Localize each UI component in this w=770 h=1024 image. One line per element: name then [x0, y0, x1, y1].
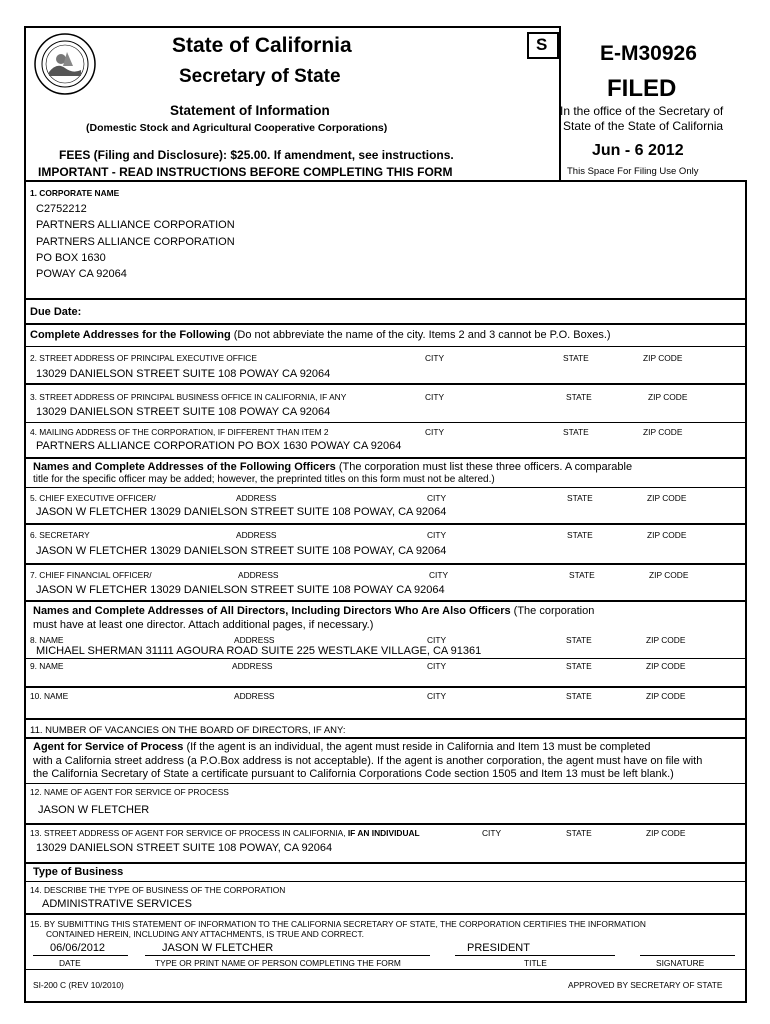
item7-state-col: STATE: [569, 570, 595, 580]
item8-label: 8. NAME: [30, 635, 64, 645]
item9-zip-col: ZIP CODE: [646, 661, 686, 671]
item4-value: PARTNERS ALLIANCE CORPORATION PO BOX 1630 POWAY CA 92064: [36, 440, 402, 452]
item7-zip-col: ZIP CODE: [649, 570, 689, 580]
item4-city-col: CITY: [425, 427, 445, 437]
filing-office-line2: State of the State of California: [563, 119, 724, 133]
addresses-heading-bold: Complete Addresses for the Following: [30, 329, 231, 341]
corporate-line-0: C2752212: [36, 203, 87, 215]
item10-address-col: ADDRESS: [234, 691, 275, 701]
officers-heading-rest: (The corporation must list these three officers. A comparable: [335, 461, 633, 473]
item5-city-col: CITY: [427, 493, 447, 503]
item9-city-col: CITY: [427, 661, 447, 671]
officers-heading-line2: title for the specific officer may be added; however, the preprinted titles on this form must not be altered.): [33, 474, 495, 485]
item2-value: 13029 DANIELSON STREET SUITE 108 POWAY CA 92064: [36, 368, 331, 380]
item6-zip-col: ZIP CODE: [647, 530, 687, 540]
seal-icon: [33, 32, 97, 96]
item5-value: JASON W FLETCHER 13029 DANIELSON STREET SUITE 108 POWAY, CA 92064: [36, 506, 447, 518]
addresses-heading: [30, 329, 611, 341]
item5-zip-col: ZIP CODE: [647, 493, 687, 503]
item5-state-col: STATE: [567, 493, 593, 503]
signature-label: SIGNATURE: [656, 958, 705, 968]
important-notice: IMPORTANT - READ INSTRUCTIONS BEFORE COMPLETING THIS FORM: [38, 165, 453, 179]
officers-heading: [33, 461, 632, 473]
item12-label: 12. NAME OF AGENT FOR SERVICE OF PROCESS: [30, 787, 229, 797]
item3-state-col: STATE: [566, 392, 592, 402]
item7-address-col: ADDRESS: [238, 570, 279, 580]
agent-heading: [33, 741, 651, 753]
certification-line1: 15. BY SUBMITTING THIS STATEMENT OF INFORMATION TO THE CALIFORNIA SECRETARY OF STATE, THE CORPORATION CERTIFIES THE INFORMATION: [30, 919, 646, 929]
item2-state-col: STATE: [563, 353, 589, 363]
corporate-line-1: PARTNERS ALLIANCE CORPORATION: [36, 219, 235, 231]
state-seal: [33, 32, 97, 96]
item5-label: 5. CHIEF EXECUTIVE OFFICER/: [30, 493, 156, 503]
approved-note: APPROVED BY SECRETARY OF STATE: [568, 980, 723, 990]
item12-value: JASON W FLETCHER: [38, 804, 150, 816]
item3-city-col: CITY: [425, 392, 445, 402]
item6-label: 6. SECRETARY: [30, 530, 90, 540]
item14-value: ADMINISTRATIVE SERVICES: [42, 898, 192, 910]
certification-line2: CONTAINED HEREIN, INCLUDING ANY ATTACHMENTS, IS TRUE AND CORRECT.: [46, 929, 364, 939]
item13-state-col: STATE: [566, 828, 592, 838]
agent-heading-rest: (If the agent is an individual, the agent must reside in California and Item 13 must be completed: [183, 741, 651, 753]
directors-heading-line2: must have at least one director. Attach additional pages, if necessary.): [33, 619, 374, 631]
signer-name-value: JASON W FLETCHER: [162, 942, 274, 954]
directors-heading-bold: Names and Complete Addresses of All Directors, Including Directors Who Are Also Officers: [33, 605, 511, 617]
item13-label: [30, 828, 420, 838]
corporate-line-2: PARTNERS ALLIANCE CORPORATION: [36, 236, 235, 248]
item5-address-col: ADDRESS: [236, 493, 277, 503]
s-box: [527, 32, 559, 59]
signed-date-value: 06/06/2012: [50, 942, 106, 954]
vacancies-label: 11. NUMBER OF VACANCIES ON THE BOARD OF DIRECTORS, IF ANY:: [30, 725, 346, 736]
item7-city-col: CITY: [429, 570, 449, 580]
filing-space-note: This Space For Filing Use Only: [567, 166, 699, 177]
item8-state-col: STATE: [566, 635, 592, 645]
item2-city-col: CITY: [425, 353, 445, 363]
item10-label: 10. NAME: [30, 691, 69, 701]
item13-label-text: 13. STREET ADDRESS OF AGENT FOR SERVICE OF PROCESS IN CALIFORNIA,: [30, 828, 346, 838]
due-date-label: Due Date:: [30, 306, 82, 318]
item10-zip-col: ZIP CODE: [646, 691, 686, 701]
corporate-name-label: 1. CORPORATE NAME: [30, 188, 120, 198]
item8-city-col: CITY: [427, 635, 447, 645]
filing-office-line1: In the office of the Secretary of: [560, 104, 724, 118]
item2-label: 2. STREET ADDRESS OF PRINCIPAL EXECUTIVE OFFICE: [30, 353, 257, 363]
directors-heading: [33, 605, 594, 617]
corporate-line-3: PO BOX 1630: [36, 252, 106, 264]
filing-number: E-M30926: [600, 42, 697, 65]
date-label: DATE: [59, 958, 81, 968]
item3-zip-col: ZIP CODE: [648, 392, 688, 402]
item9-address-col: ADDRESS: [232, 661, 273, 671]
item4-label: 4. MAILING ADDRESS OF THE CORPORATION, IF DIFFERENT THAN ITEM 2: [30, 427, 329, 437]
agent-heading-bold: Agent for Service of Process: [33, 741, 184, 753]
item10-state-col: STATE: [566, 691, 592, 701]
filed-stamp: FILED: [607, 75, 677, 102]
business-heading: Type of Business: [33, 866, 124, 878]
filing-date: Jun - 6 2012: [592, 142, 684, 159]
item9-state-col: STATE: [566, 661, 592, 671]
item14-label: 14. DESCRIBE THE TYPE OF BUSINESS OF THE CORPORATION: [30, 885, 286, 895]
item8-address-col: ADDRESS: [234, 635, 275, 645]
item9-label: 9. NAME: [30, 661, 64, 671]
item3-label: 3. STREET ADDRESS OF PRINCIPAL BUSINESS OFFICE IN CALIFORNIA, IF ANY: [30, 392, 347, 402]
agent-line2: with a California street address (a P.O.Box address is not acceptable). If the agent is another corporation, the agent must have on file with: [33, 755, 703, 767]
item7-label: 7. CHIEF FINANCIAL OFFICER/: [30, 570, 152, 580]
agent-line3: the California Secretary of State a certificate pursuant to California Corporations Code section 1505 and Item 13 must be left blank.): [33, 768, 674, 780]
item8-zip-col: ZIP CODE: [646, 635, 686, 645]
officers-heading-bold: Names and Complete Addresses of the Following Officers: [33, 461, 336, 473]
item7-value: JASON W FLETCHER 13029 DANIELSON STREET SUITE 108 POWAY CA 92064: [36, 584, 445, 596]
form-title: Statement of Information: [170, 103, 330, 118]
directors-heading-rest: (The corporation: [510, 605, 595, 617]
item13-city-col: CITY: [482, 828, 502, 838]
item10-city-col: CITY: [427, 691, 447, 701]
s-mark: S: [536, 35, 548, 54]
form-subtitle: (Domestic Stock and Agricultural Cooperative Corporations): [86, 122, 388, 134]
item8-value: MICHAEL SHERMAN 31111 AGOURA ROAD SUITE 225 WESTLAKE VILLAGE, CA 91361: [36, 645, 482, 657]
addresses-heading-rest: (Do not abbreviate the name of the city. Items 2 and 3 cannot be P.O. Boxes.): [230, 329, 611, 341]
item6-value: JASON W FLETCHER 13029 DANIELSON STREET SUITE 108 POWAY, CA 92064: [36, 545, 447, 557]
item13-label-bold: IF AN INDIVIDUAL: [345, 828, 420, 838]
item4-zip-col: ZIP CODE: [643, 427, 683, 437]
item13-value: 13029 DANIELSON STREET SUITE 108 POWAY, CA 92064: [36, 842, 333, 854]
title-label: TITLE: [524, 958, 547, 968]
corporate-line-4: POWAY CA 92064: [36, 268, 127, 280]
office-title: Secretary of State: [179, 66, 341, 87]
item2-zip-col: ZIP CODE: [643, 353, 683, 363]
item4-state-col: STATE: [563, 427, 589, 437]
signer-title-value: PRESIDENT: [467, 942, 530, 954]
item13-zip-col: ZIP CODE: [646, 828, 686, 838]
item6-city-col: CITY: [427, 530, 447, 540]
name-label: TYPE OR PRINT NAME OF PERSON COMPLETING THE FORM: [155, 958, 401, 968]
state-title: State of California: [172, 34, 352, 57]
item6-state-col: STATE: [567, 530, 593, 540]
item6-address-col: ADDRESS: [236, 530, 277, 540]
item3-value: 13029 DANIELSON STREET SUITE 108 POWAY CA 92064: [36, 406, 331, 418]
fees-notice: FEES (Filing and Disclosure): $25.00. If amendment, see instructions.: [59, 148, 454, 162]
form-id: SI-200 C (REV 10/2010): [33, 980, 124, 990]
